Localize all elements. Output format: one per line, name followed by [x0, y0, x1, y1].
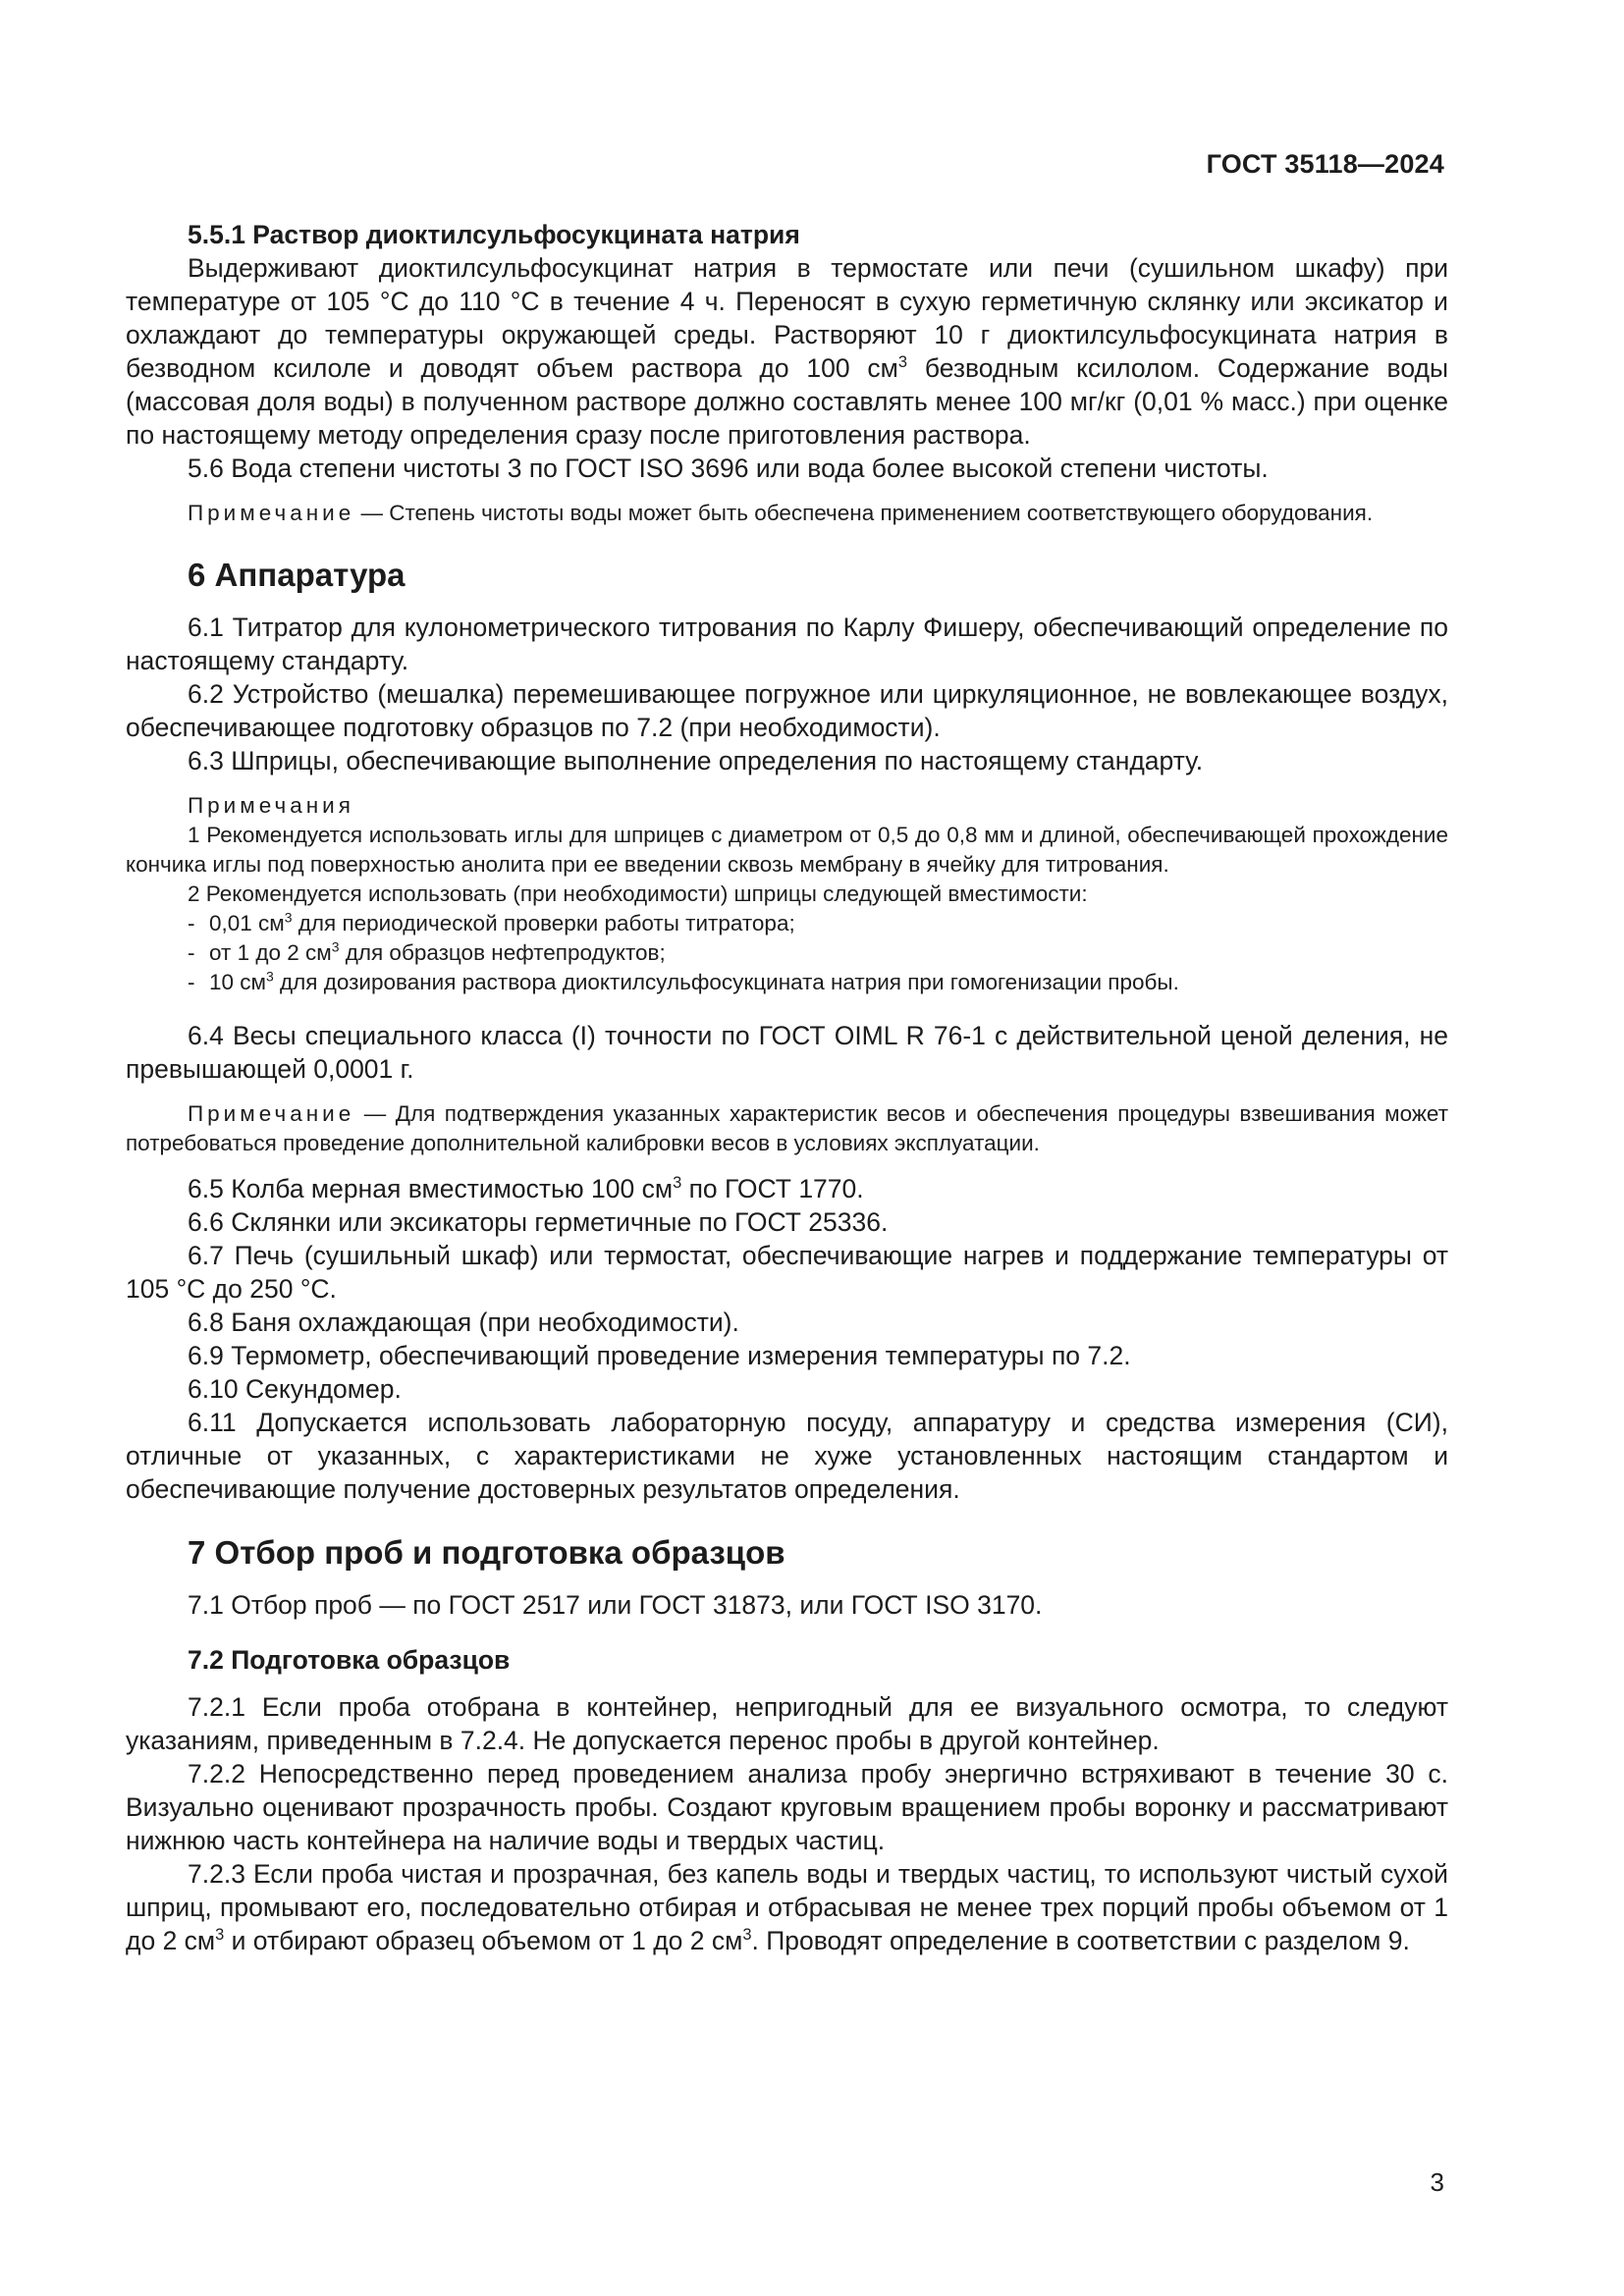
text-run: 10 см [209, 970, 266, 994]
paragraph-5-5-1 [126, 251, 1448, 452]
superscript: 3 [673, 1174, 682, 1193]
text-run: по ГОСТ 1770. [681, 1174, 864, 1203]
text-run: безводным ксилолом. Содержание воды (массовая доля воды) в полученном растворе должно составлять менее 100 мг/кг (0,01 % масс.) при оценке по настоящему методу определения сразу после приготовления раствора. [126, 353, 1449, 450]
paragraph-7-2-3 [126, 1857, 1448, 1957]
list-item [126, 909, 1448, 938]
paragraph-6-10: 6.10 Секундомер. [188, 1374, 402, 1404]
note-6-3-1: 1 Рекомендуется использовать иглы для шприцев с диаметром от 0,5 до 0,8 мм и длиной, обеспечивающей прохождение кончика иглы под поверхностью анолита при ее введении сквозь мембрану в ячейку для титрования. [126, 823, 1448, 877]
paragraph-6-7: 6.7 Печь (сушильный шкаф) или термостат, обеспечивающие нагрев и поддержание температуры от 105 °С до 250 °С. [126, 1241, 1448, 1304]
paragraph-6-1: 6.1 Титратор для кулонометрического титрования по Карлу Фишеру, обеспечивающий определение по настоящему стандарту. [126, 613, 1448, 675]
text-run: . Проводят определение в соответствии с разделом 9. [751, 1926, 1410, 1955]
superscript: 3 [215, 1926, 225, 1945]
superscript: 3 [331, 938, 340, 955]
paragraph-7-2-2: 7.2.2 Непосредственно перед проведением анализа пробу энергично встряхивают в течение 30 с. Визуально оценивают прозрачность пробы. Создают круговым вращением пробы воронку и рассматривают нижнюю часть контейнера на наличие воды и твердых частиц. [126, 1759, 1448, 1855]
text-run: для периодической проверки работы титратора; [292, 911, 795, 935]
text-run: и отбирают образец объемом от 1 до 2 см [224, 1926, 743, 1955]
notes-label-text: Примечания [188, 793, 354, 818]
note-text: — Для подтверждения указанных характеристик весов и обеспечения процедуры взвешивания может потребоваться проведение дополнительной калибровки весов в условиях эксплуатации. [126, 1101, 1448, 1155]
list-dash: - [188, 940, 195, 965]
text-run: для дозирования раствора диоктилсульфосукцината натрия при гомогенизации пробы. [273, 970, 1179, 994]
subsection-5-5-1-title: 5.5.1 Раствор диоктилсульфосукцината натрия [188, 220, 800, 249]
list-item [126, 968, 1448, 997]
superscript: 3 [742, 1926, 752, 1945]
note-6-3-2: 2 Рекомендуется использовать (при необходимости) шприцы следующей вместимости: [188, 881, 1088, 906]
text-run: Выдерживают диоктилсульфосукцинат натрия в термостате или печи (сушильном шкафу) при температуре от 105 °С до 110 °С в течение 4 ч. Переносят в сухую герметичную склянку или эксикатор и охлаждают до температуры окружающей среды. Растворяют 10 г диоктилсульфосукцината натрия в безводном ксилоле и доводят объем раствора до 100 см [126, 253, 1448, 383]
paragraph-6-5 [126, 1172, 1448, 1205]
note-label: Примечание [188, 501, 355, 525]
text-run: 6.5 Колба мерная вместимостью 100 см [188, 1174, 674, 1203]
list-dash: - [188, 911, 195, 935]
superscript: 3 [284, 909, 293, 926]
list-item [126, 938, 1448, 968]
superscript: 3 [266, 968, 274, 985]
text-run: для образцов нефтепродуктов; [339, 940, 666, 965]
paragraph-6-2: 6.2 Устройство (мешалка) перемешивающее погружное или циркуляционное, не вовлекающее воздух, обеспечивающее подготовку образцов по 7.2 (при необходимости). [126, 679, 1448, 742]
note-6-4 [126, 1099, 1448, 1158]
paragraph-6-3: 6.3 Шприцы, обеспечивающие выполнение определения по настоящему стандарту. [188, 746, 1204, 775]
page-number: 3 [1430, 2167, 1444, 2197]
text-run: 7.2.3 Если проба чистая и прозрачная, без капель воды и твердых частиц, то используют чистый сухой шприц, промывают его, последовательно отбирая и отбрасывая не менее трех порций пробы объемом от 1 до 2 см [126, 1859, 1448, 1955]
note-label: Примечание [188, 1101, 355, 1126]
note-text: — Степень чистоты воды может быть обеспечена применением соответствующего оборудования. [354, 501, 1374, 525]
notes-label [126, 791, 1448, 821]
text-run: 0,01 см [209, 911, 285, 935]
paragraph-6-11: 6.11 Допускается использовать лабораторную посуду, аппаратуру и средства измерения (СИ), отличные от указанных, с характеристиками не хуже установленных настоящим стандартом и обеспечивающие получение достоверных результатов определения. [126, 1408, 1448, 1504]
paragraph-6-4: 6.4 Весы специального класса (I) точности по ГОСТ OIML R 76-1 с действительной ценой деления, не превышающей 0,0001 г. [126, 1021, 1448, 1084]
paragraph-5-6: 5.6 Вода степени чистоты 3 по ГОСТ ISO 3696 или вода более высокой степени чистоты. [188, 454, 1269, 483]
paragraph-6-8: 6.8 Баня охлаждающая (при необходимости). [188, 1308, 739, 1337]
section-6-heading: 6 Аппаратура [188, 557, 406, 593]
superscript: 3 [897, 353, 908, 372]
section-7-heading: 7 Отбор проб и подготовка образцов [188, 1534, 785, 1571]
paragraph-6-9: 6.9 Термометр, обеспечивающий проведение измерения температуры по 7.2. [188, 1341, 1131, 1370]
list-dash: - [188, 970, 195, 994]
page-content [126, 218, 1448, 1957]
subsection-7-2-title: 7.2 Подготовка образцов [188, 1645, 511, 1675]
note-5-6 [126, 499, 1448, 528]
text-run: от 1 до 2 см [209, 940, 332, 965]
paragraph-7-1: 7.1 Отбор проб — по ГОСТ 2517 или ГОСТ 31873, или ГОСТ ISO 3170. [188, 1590, 1043, 1620]
document-code: ГОСТ 35118—2024 [1206, 149, 1444, 179]
paragraph-6-6: 6.6 Склянки или эксикаторы герметичные по ГОСТ 25336. [188, 1207, 889, 1237]
paragraph-7-2-1: 7.2.1 Если проба отобрана в контейнер, непригодный для ее визуального осмотра, то следуют указаниям, приведенным в 7.2.4. Не допускается перенос пробы в другой контейнер. [126, 1692, 1448, 1755]
